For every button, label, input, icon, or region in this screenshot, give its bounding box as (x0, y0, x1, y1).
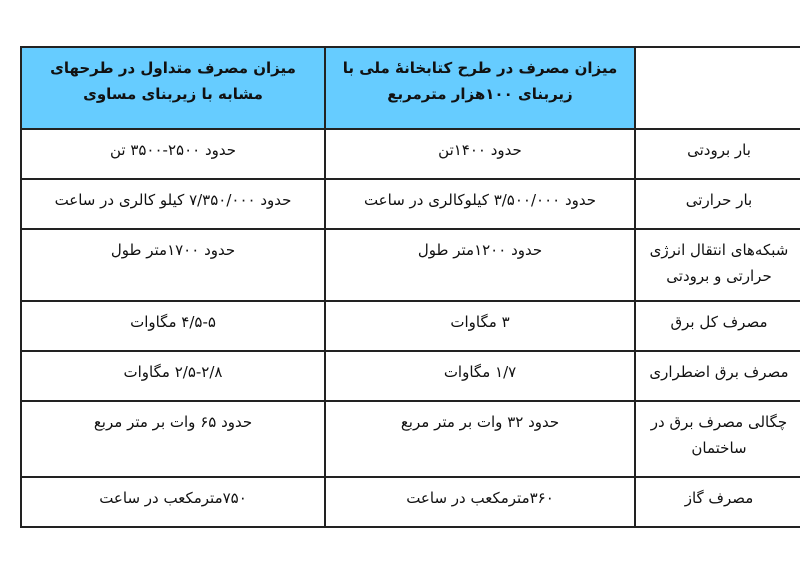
row-label: مصرف گاز (635, 477, 800, 527)
library-value: ۳۶۰مترمکعب در ساعت (325, 477, 635, 527)
typical-value: حدود ۶۵ وات بر متر مربع (21, 401, 325, 477)
table-row (21, 401, 800, 477)
library-value: ۳ مگاوات (325, 301, 635, 351)
table-row (21, 129, 800, 179)
library-value: حدود ۳/۵۰۰/۰۰۰ کیلوکالری در ساعت (325, 179, 635, 229)
row-label: مصرف کل برق (635, 301, 800, 351)
library-value: حدود ۱۴۰۰تن (325, 129, 635, 179)
row-label: بار برودتی (635, 129, 800, 179)
typical-value: ۲/۵-۲/۸ مگاوات (21, 351, 325, 401)
row-label: چگالی مصرف برق در ساختمان (635, 401, 800, 477)
consumption-comparison-table (20, 46, 800, 528)
header-current-plans: میزان مصرف متداول در طرحهای مشابه با زیربنای مساوی (21, 47, 325, 129)
header-national-library: میزان مصرف در طرح کتابخانهٔ ملی با زیربنای ۱۰۰هزار مترمربع (325, 47, 635, 129)
table-row (21, 179, 800, 229)
header-empty-cell (635, 47, 800, 129)
typical-value: حدود ۱۷۰۰متر طول (21, 229, 325, 301)
typical-value: حدود ۲۵۰۰-۳۵۰۰ تن (21, 129, 325, 179)
row-label: شبکه‌های انتقال انرژی حرارتی و برودتی (635, 229, 800, 301)
row-label: مصرف برق اضطراری (635, 351, 800, 401)
typical-value: ۴/۵-۵ مگاوات (21, 301, 325, 351)
table-row (21, 301, 800, 351)
table-row (21, 477, 800, 527)
table-row (21, 351, 800, 401)
library-value: ۱/۷ مگاوات (325, 351, 635, 401)
library-value: حدود ۱۲۰۰متر طول (325, 229, 635, 301)
library-value: حدود ۳۲ وات بر متر مربع (325, 401, 635, 477)
typical-value: حدود ۷/۳۵۰/۰۰۰ کیلو کالری در ساعت (21, 179, 325, 229)
row-label: بار حرارتی (635, 179, 800, 229)
header-row (21, 47, 800, 129)
table-row (21, 229, 800, 301)
typical-value: ۷۵۰مترمکعب در ساعت (21, 477, 325, 527)
